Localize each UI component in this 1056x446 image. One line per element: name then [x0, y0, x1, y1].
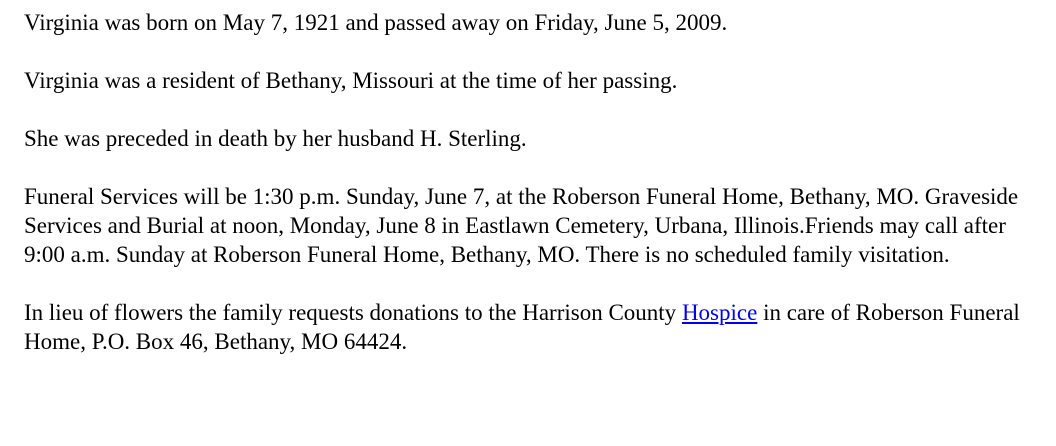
- hospice-link[interactable]: Hospice: [681, 300, 758, 325]
- donation-text-after: in care of Roberson Funeral Home, P.O. Box 46, Bethany, MO 64424.: [24, 300, 1020, 354]
- services-paragraph: Funeral Services will be 1:30 p.m. Sunday, June 7, at the Roberson Funeral Home, Bethany, MO. Graveside Services and Burial at noon, Monday, June 8 in Eastlawn Cemetery, Urbana, Illinois.Friends may call after 9:00 a.m. Sunday at Roberson Funeral Home, Bethany, MO. There is no scheduled family visitation.: [24, 184, 1019, 267]
- preceded-paragraph: She was preceded in death by her husband H. Sterling.: [24, 126, 527, 151]
- birth-death-paragraph: Virginia was born on May 7, 1921 and passed away on Friday, June 5, 2009.: [24, 10, 728, 35]
- donation-paragraph: [24, 298, 1034, 356]
- residence-paragraph: Virginia was a resident of Bethany, Missouri at the time of her passing.: [24, 68, 678, 93]
- obituary-text: [24, 8, 1034, 385]
- donation-text-before: In lieu of flowers the family requests donations to the Harrison County: [24, 300, 682, 325]
